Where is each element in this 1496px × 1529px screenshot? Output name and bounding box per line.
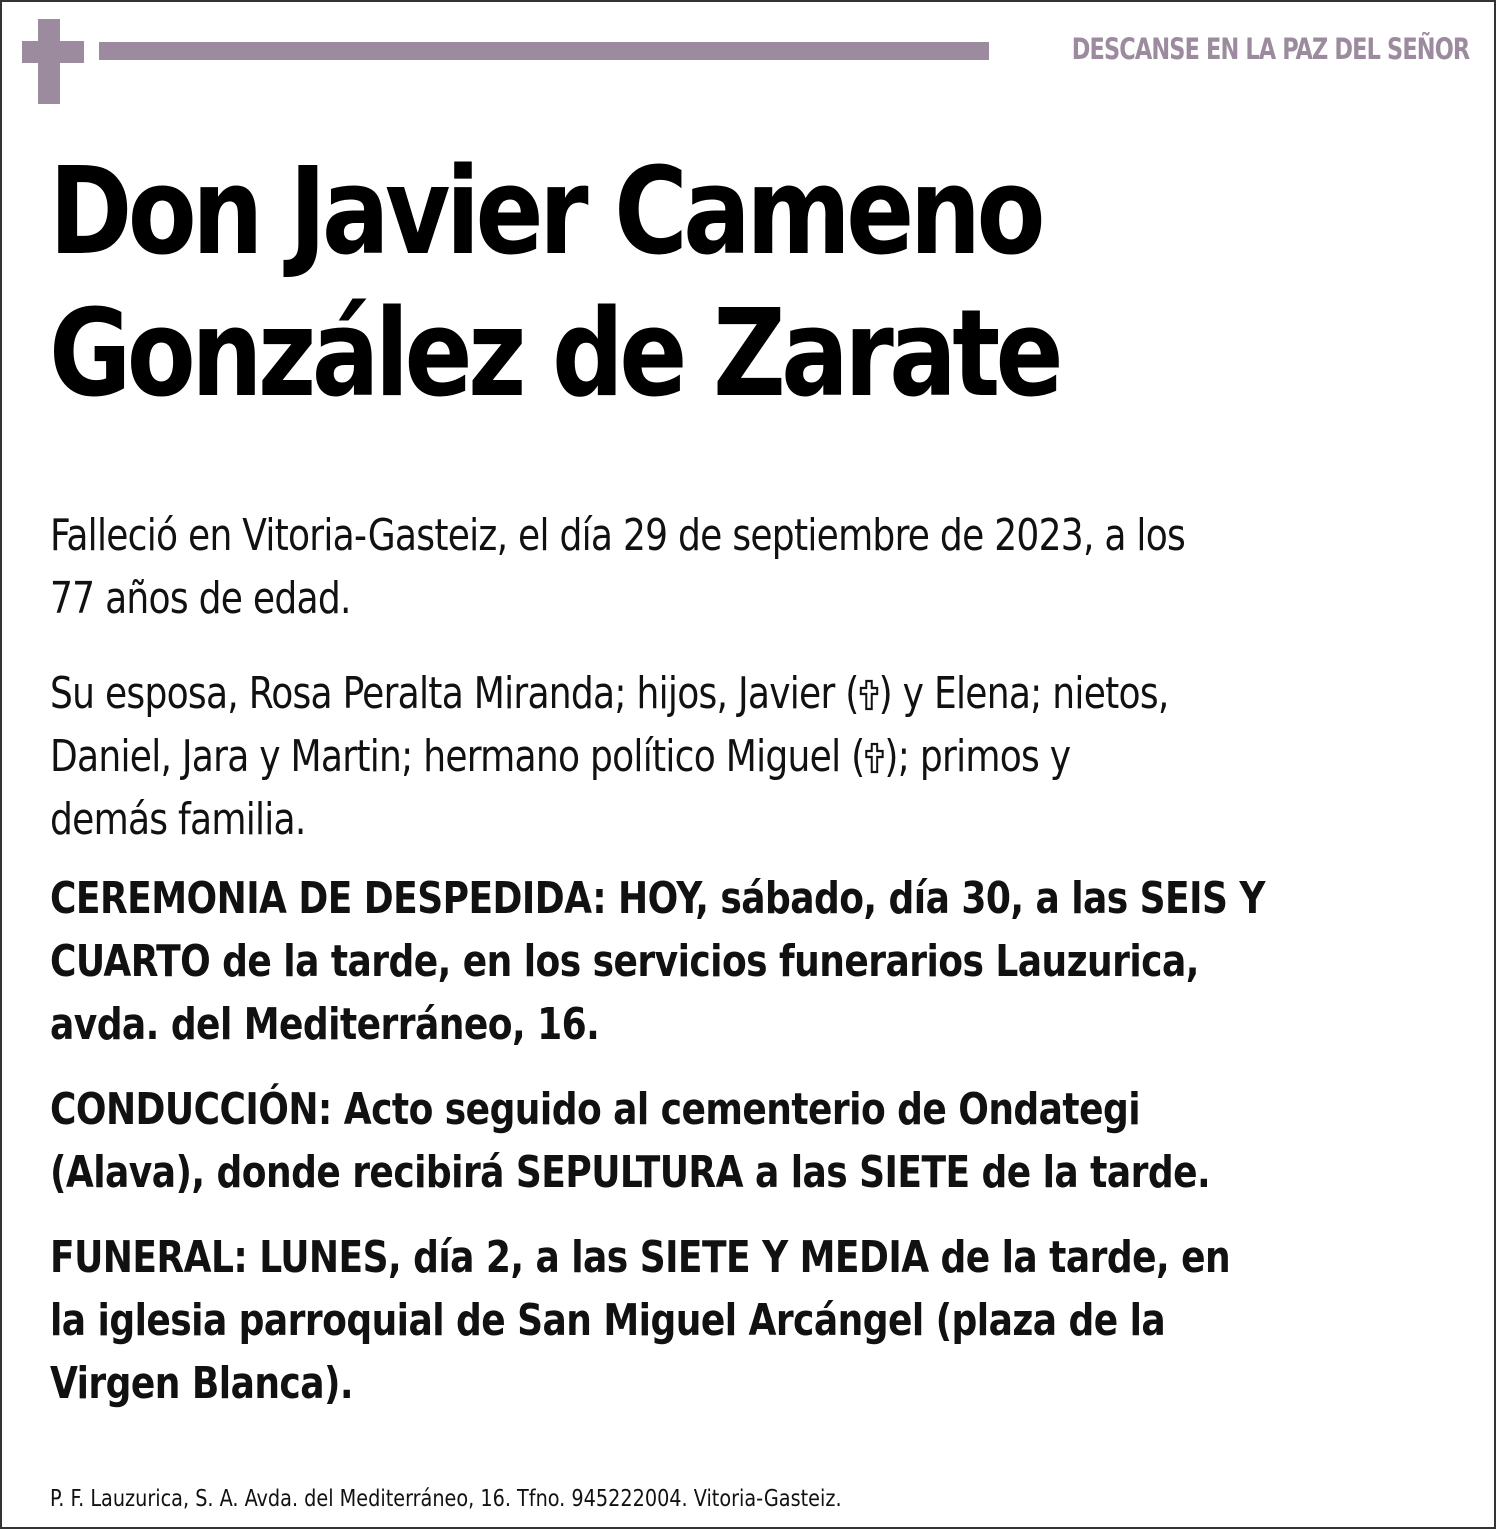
ceremony-paragraph — [50, 867, 1451, 1056]
conduction-line-1: CONDUCCIÓN: Acto seguido al cementerio de Ondategi — [50, 1084, 1141, 1135]
small-cross-icon — [859, 679, 879, 711]
header-motto: DESCANSE EN LA PAZ DEL SEÑOR — [1071, 32, 1469, 66]
funeral-home-footer: P. F. Lauzurica, S. A. Avda. del Mediterráneo, 16. Tfno. 945222004. Vitoria-Gasteiz. — [50, 1486, 842, 1512]
conduction-paragraph — [50, 1078, 1451, 1204]
funeral-line-3: Virgen Blanca). — [50, 1358, 354, 1409]
family-line-1 — [50, 662, 1451, 725]
death-notice-line-1: Falleció en Vitoria-Gasteiz, el día 29 de septiembre de 2023, a los — [50, 510, 1186, 561]
death-notice-paragraph — [50, 504, 1451, 630]
funeral-line-2: la iglesia parroquial de San Miguel Arcángel (plaza de la — [50, 1295, 1166, 1346]
cross-horizontal-bar — [22, 41, 84, 63]
funeral-line-1: FUNERAL: LUNES, día 2, a las SIETE Y MEDIA de la tarde, en — [50, 1232, 1231, 1283]
death-notice-line-2: 77 años de edad. — [50, 573, 351, 624]
funeral-paragraph — [50, 1226, 1451, 1415]
family-line-1-end: ) y Elena; nietos, — [878, 668, 1169, 719]
deceased-name-line-1: Don Javier Cameno — [49, 143, 1041, 282]
ceremony-line-1: CEREMONIA DE DESPEDIDA: HOY, sábado, día 30, a las SEIS Y — [50, 873, 1265, 924]
deceased-name-line-2: González de Zarate — [49, 285, 1060, 424]
family-paragraph — [50, 662, 1451, 851]
family-line-3: demás familia. — [50, 794, 306, 845]
conduction-line-2: (Alava), donde recibirá SEPULTURA a las SIETE de la tarde. — [50, 1147, 1211, 1198]
family-line-2 — [50, 725, 1451, 788]
family-line-1-start: Su esposa, Rosa Peralta Miranda; hijos, Javier ( — [50, 668, 859, 719]
ceremony-line-3: avda. del Mediterráneo, 16. — [50, 999, 600, 1050]
family-line-2-end: ); primos y — [884, 731, 1071, 782]
notice-body — [50, 504, 1470, 1415]
header-rule — [99, 42, 989, 60]
small-cross-icon — [864, 742, 884, 774]
family-line-2-start: Daniel, Jara y Martin; hermano político Miguel ( — [50, 731, 865, 782]
latin-cross-icon — [22, 19, 84, 104]
deceased-name — [49, 142, 1370, 426]
ceremony-line-2: CUARTO de la tarde, en los servicios funerarios Lauzurica, — [50, 936, 1199, 987]
